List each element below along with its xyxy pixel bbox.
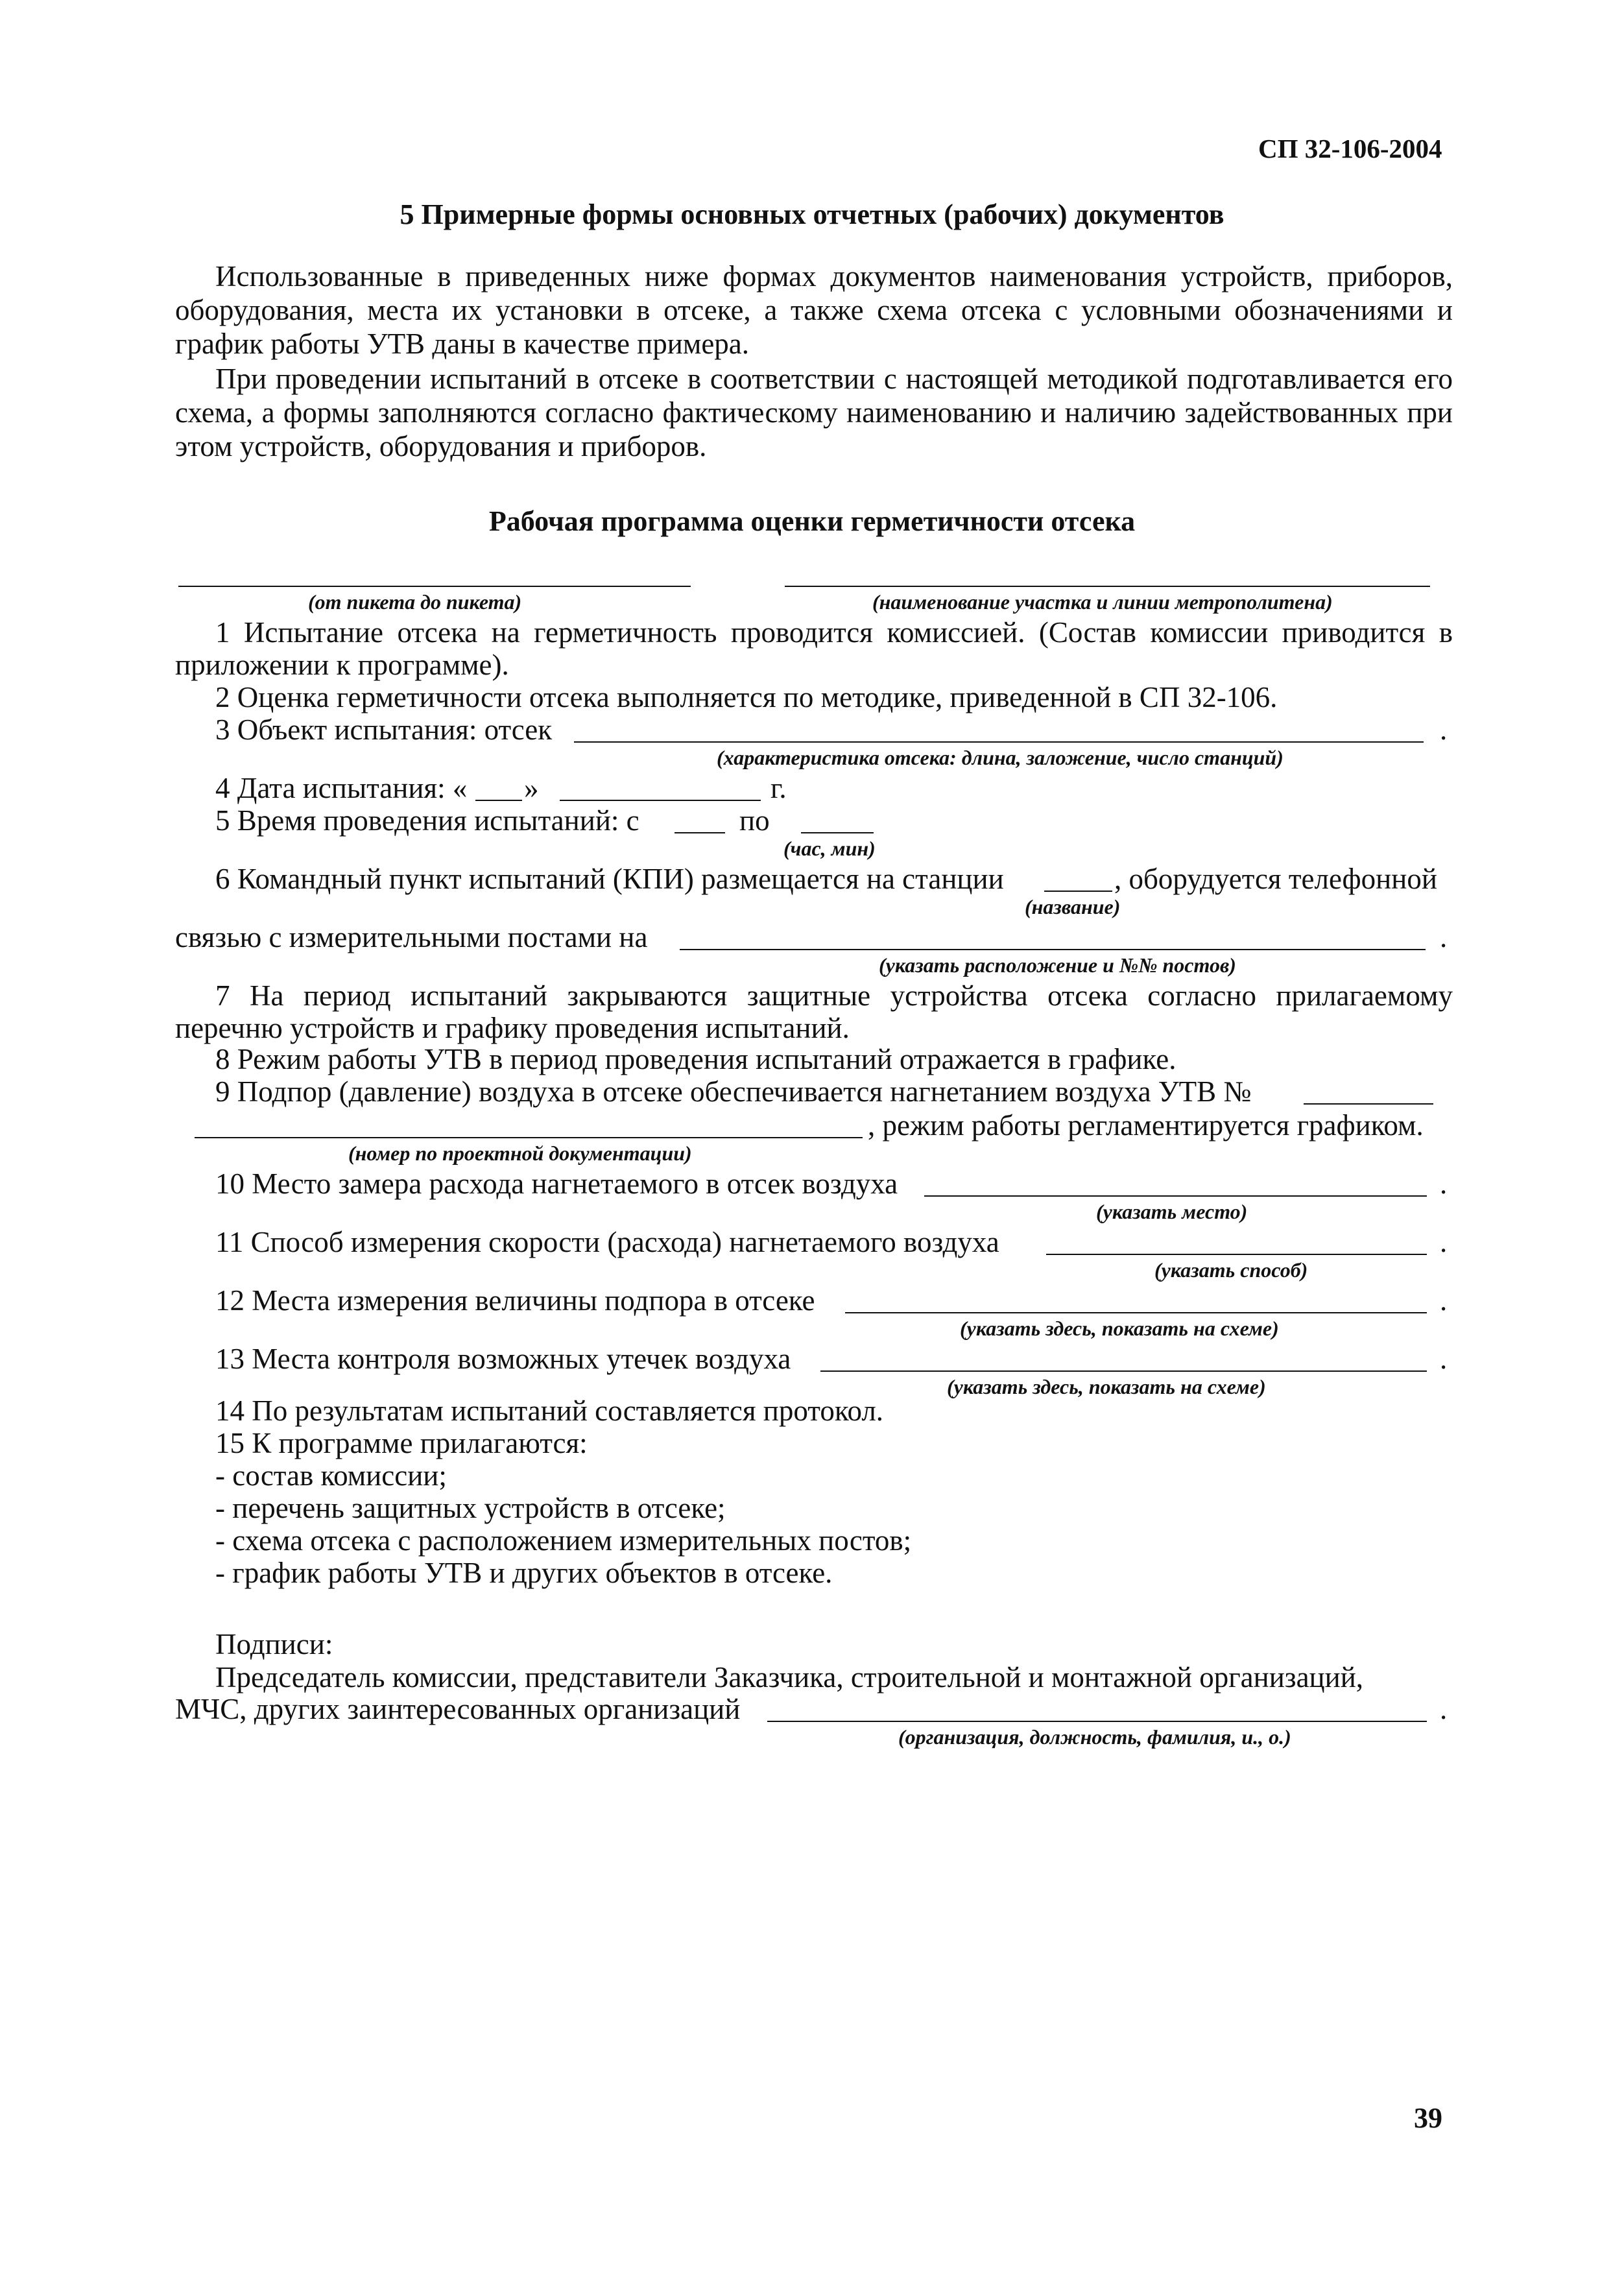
time-to-field[interactable] — [801, 832, 874, 833]
page-number: 39 — [1414, 2102, 1442, 2134]
item-5-to: по — [739, 804, 770, 837]
caption-signatures: (организация, должность, фамилия, и., о.) — [898, 1725, 1291, 1749]
item-10-label: 10 Место замера расхода нагнетаемого в отсек воздуха — [215, 1167, 898, 1200]
caption-leak-control-points: (указать здесь, показать на схеме) — [947, 1375, 1266, 1398]
signatures-heading: Подписи: — [215, 1628, 333, 1660]
item-11-label: 11 Способ измерения скорости (расхода) нагнетаемого воздуха — [215, 1226, 999, 1258]
measurement-place-field[interactable] — [924, 1195, 1427, 1197]
item-10-dot: . — [1440, 1167, 1448, 1200]
attachment-item: - состав комиссии; — [215, 1459, 447, 1492]
caption-station-name: (название) — [1025, 895, 1121, 918]
caption-measurement-place: (указать место) — [1096, 1200, 1248, 1223]
item-6-phone: , оборудуется телефонной — [1114, 863, 1437, 895]
section-name-field-line[interactable] — [785, 586, 1430, 587]
item-3-dot: . — [1440, 713, 1448, 746]
item-6-posts-label: связью с измерительными постами на — [175, 921, 648, 953]
item-12-label: 12 Места измерения величины подпора в отсеке — [215, 1284, 815, 1317]
intro-paragraph-1: Использованные в приведенных ниже формах документов наименования устройств, приборов, оборудования, места их установки в отсеке, а также схема отсека с условными обозначениями и график работы УТВ даны в качестве примера. — [175, 260, 1453, 360]
caption-pressure-points: (указать здесь, показать на схеме) — [960, 1317, 1279, 1340]
item-4-quote: » — [524, 772, 539, 804]
caption-picket: (от пикета до пикета) — [308, 590, 522, 614]
attachment-item: - схема отсека с расположением измерительных постов; — [215, 1524, 912, 1557]
caption-design-number: (номер по проектной документации) — [348, 1142, 692, 1165]
item-13-label: 13 Места контроля возможных утечек воздуха — [215, 1343, 791, 1375]
item-7: 7 На период испытаний закрываются защитные устройства отсека согласно прилагаемому перечню устройств и графику проведения испытаний. — [175, 979, 1453, 1044]
signatures-line-2: МЧС, других заинтересованных организаций — [175, 1693, 741, 1725]
caption-posts-location: (указать расположение и №№ постов) — [879, 953, 1236, 977]
test-month-field[interactable] — [560, 800, 761, 801]
compartment-characteristic-field[interactable] — [574, 741, 1424, 743]
utv-number-field-continued[interactable] — [195, 1137, 863, 1138]
item-14: 14 По результатам испытаний составляется протокол. — [215, 1394, 884, 1427]
item-11-dot: . — [1440, 1226, 1448, 1258]
time-from-field[interactable] — [675, 832, 725, 833]
caption-time: (час, мин) — [783, 837, 876, 860]
station-name-field[interactable] — [1044, 891, 1112, 892]
item-9-label: 9 Подпор (давление) воздуха в отсеке обеспечивается нагнетанием воздуха УТВ № — [215, 1075, 1252, 1108]
item-8: 8 Режим работы УТВ в период проведения испытаний отражается в графике. — [215, 1043, 1176, 1075]
attachment-item: - перечень защитных устройств в отсеке; — [215, 1492, 726, 1524]
attachment-item: - график работы УТВ и других объектов в отсеке. — [215, 1557, 833, 1589]
item-6-label: 6 Командный пункт испытаний (КПИ) размещается на станции — [215, 863, 1004, 895]
pressure-points-field[interactable] — [845, 1312, 1427, 1313]
utv-number-field[interactable] — [1304, 1103, 1433, 1105]
measurement-method-field[interactable] — [1046, 1254, 1427, 1255]
item-6-dot: . — [1440, 921, 1448, 953]
item-4-label: 4 Дата испытания: « — [215, 772, 468, 804]
caption-compartment-characteristic: (характеристика отсека: длина, заложение, число станций) — [717, 746, 1284, 769]
item-12-dot: . — [1440, 1284, 1448, 1317]
signatures-line-1: Председатель комиссии, представители Заказчика, строительной и монтажной организаций, — [215, 1661, 1364, 1693]
item-5-label: 5 Время проведения испытаний: с — [215, 804, 639, 837]
item-9-mode: , режим работы регламентируется графиком. — [868, 1109, 1424, 1142]
form-title: Рабочая программа оценки герметичности отсека — [488, 505, 1136, 537]
item-15: 15 К программе прилагаются: — [215, 1427, 588, 1459]
signatures-field[interactable] — [767, 1721, 1427, 1722]
signatures-dot: . — [1440, 1693, 1448, 1725]
item-2: 2 Оценка герметичности отсека выполняется по методике, приведенной в СП 32-106. — [215, 681, 1278, 713]
caption-section-name: (наименование участка и линии метрополитена) — [872, 590, 1333, 614]
document-code: СП 32-106-2004 — [1258, 134, 1442, 163]
item-13-dot: . — [1440, 1343, 1448, 1375]
caption-measurement-method: (указать способ) — [1154, 1258, 1308, 1282]
leak-control-points-field[interactable] — [820, 1370, 1427, 1372]
section-title: 5 Примерные формы основных отчетных (рабочих) документов — [400, 198, 1224, 230]
item-3-label: 3 Объект испытания: отсек — [215, 713, 553, 746]
intro-paragraph-2: При проведении испытаний в отсеке в соответствии с настоящей методикой подготавливается его схема, а формы заполняются согласно фактическому наименованию и наличию задействованных при этом устройств, оборудования и приборов. — [175, 363, 1453, 462]
picket-field-line[interactable] — [178, 586, 691, 587]
posts-location-field[interactable] — [680, 949, 1426, 950]
item-4-year-suffix: г. — [770, 772, 787, 804]
item-1: 1 Испытание отсека на герметичность проводится комиссией. (Состав комиссии приводится в приложении к программе). — [175, 616, 1453, 681]
test-day-field[interactable] — [475, 800, 522, 801]
